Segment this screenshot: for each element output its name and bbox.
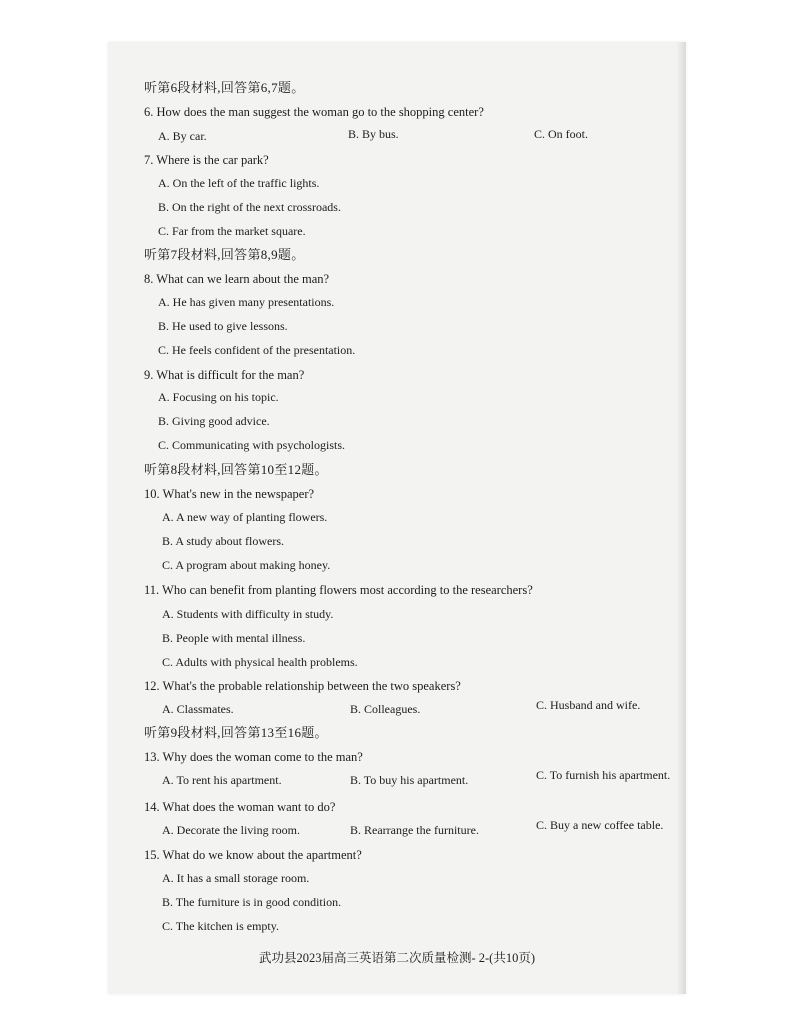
section-heading-8: 听第8段材料,回答第10至12题。 xyxy=(144,462,328,477)
question-8: 8. What can we learn about the man? xyxy=(144,272,330,286)
q11-option-b: B. People with mental illness. xyxy=(162,631,306,645)
question-6: 6. How does the man suggest the woman go to the shopping center? xyxy=(144,105,484,119)
question-12: 12. What's the probable relationship between the two speakers? xyxy=(144,679,461,693)
question-15: 15. What do we know about the apartment? xyxy=(144,848,362,862)
section-heading-6: 听第6段材料,回答第6,7题。 xyxy=(144,80,305,95)
q15-option-b: B. The furniture is in good condition. xyxy=(162,895,342,909)
question-10: 10. What's new in the newspaper? xyxy=(144,487,315,501)
q6-option-b: B. By bus. xyxy=(348,127,399,141)
page-footer: 武功县2023届高三英语第二次质量检测- 2-(共10页) xyxy=(258,951,536,965)
q14-option-c: C. Buy a new coffee table. xyxy=(536,818,664,832)
q11-option-a: A. Students with difficulty in study. xyxy=(162,607,334,621)
q11-option-c: C. Adults with physical health problems. xyxy=(162,655,358,669)
q9-option-b: B. Giving good advice. xyxy=(158,414,270,428)
q15-option-c: C. The kitchen is empty. xyxy=(162,919,279,933)
q12-option-b: B. Colleagues. xyxy=(350,702,421,716)
q12-option-a: A. Classmates. xyxy=(162,702,234,716)
q6-option-a: A. By car. xyxy=(158,129,207,143)
question-11: 11. Who can benefit from planting flowers most according to the researchers? xyxy=(144,583,533,597)
q13-option-c: C. To furnish his apartment. xyxy=(536,768,671,782)
q10-option-a: A. A new way of planting flowers. xyxy=(162,510,328,524)
q14-option-b: B. Rearrange the furniture. xyxy=(350,823,479,837)
q15-option-a: A. It has a small storage room. xyxy=(162,871,310,885)
q7-option-c: C. Far from the market square. xyxy=(158,224,306,238)
q8-option-a: A. He has given many presentations. xyxy=(158,295,335,309)
question-7: 7. Where is the car park? xyxy=(144,153,269,167)
section-heading-9: 听第9段材料,回答第13至16题。 xyxy=(144,725,328,740)
exam-page xyxy=(108,42,686,994)
q7-option-a: A. On the left of the traffic lights. xyxy=(158,176,320,190)
section-heading-7: 听第7段材料,回答第8,9题。 xyxy=(144,247,305,262)
q6-option-c: C. On foot. xyxy=(534,127,588,141)
q13-option-b: B. To buy his apartment. xyxy=(350,773,469,787)
q9-option-a: A. Focusing on his topic. xyxy=(158,390,279,404)
question-9: 9. What is difficult for the man? xyxy=(144,368,305,382)
question-14: 14. What does the woman want to do? xyxy=(144,800,336,814)
q8-option-b: B. He used to give lessons. xyxy=(158,319,288,333)
q9-option-c: C. Communicating with psychologists. xyxy=(158,438,346,452)
q12-option-c: C. Husband and wife. xyxy=(536,698,641,712)
q8-option-c: C. He feels confident of the presentation. xyxy=(158,343,356,357)
q14-option-a: A. Decorate the living room. xyxy=(162,823,300,837)
question-13: 13. Why does the woman come to the man? xyxy=(144,750,363,764)
q7-option-b: B. On the right of the next crossroads. xyxy=(158,200,341,214)
q10-option-b: B. A study about flowers. xyxy=(162,534,284,548)
q10-option-c: C. A program about making honey. xyxy=(162,558,331,572)
q13-option-a: A. To rent his apartment. xyxy=(162,773,282,787)
